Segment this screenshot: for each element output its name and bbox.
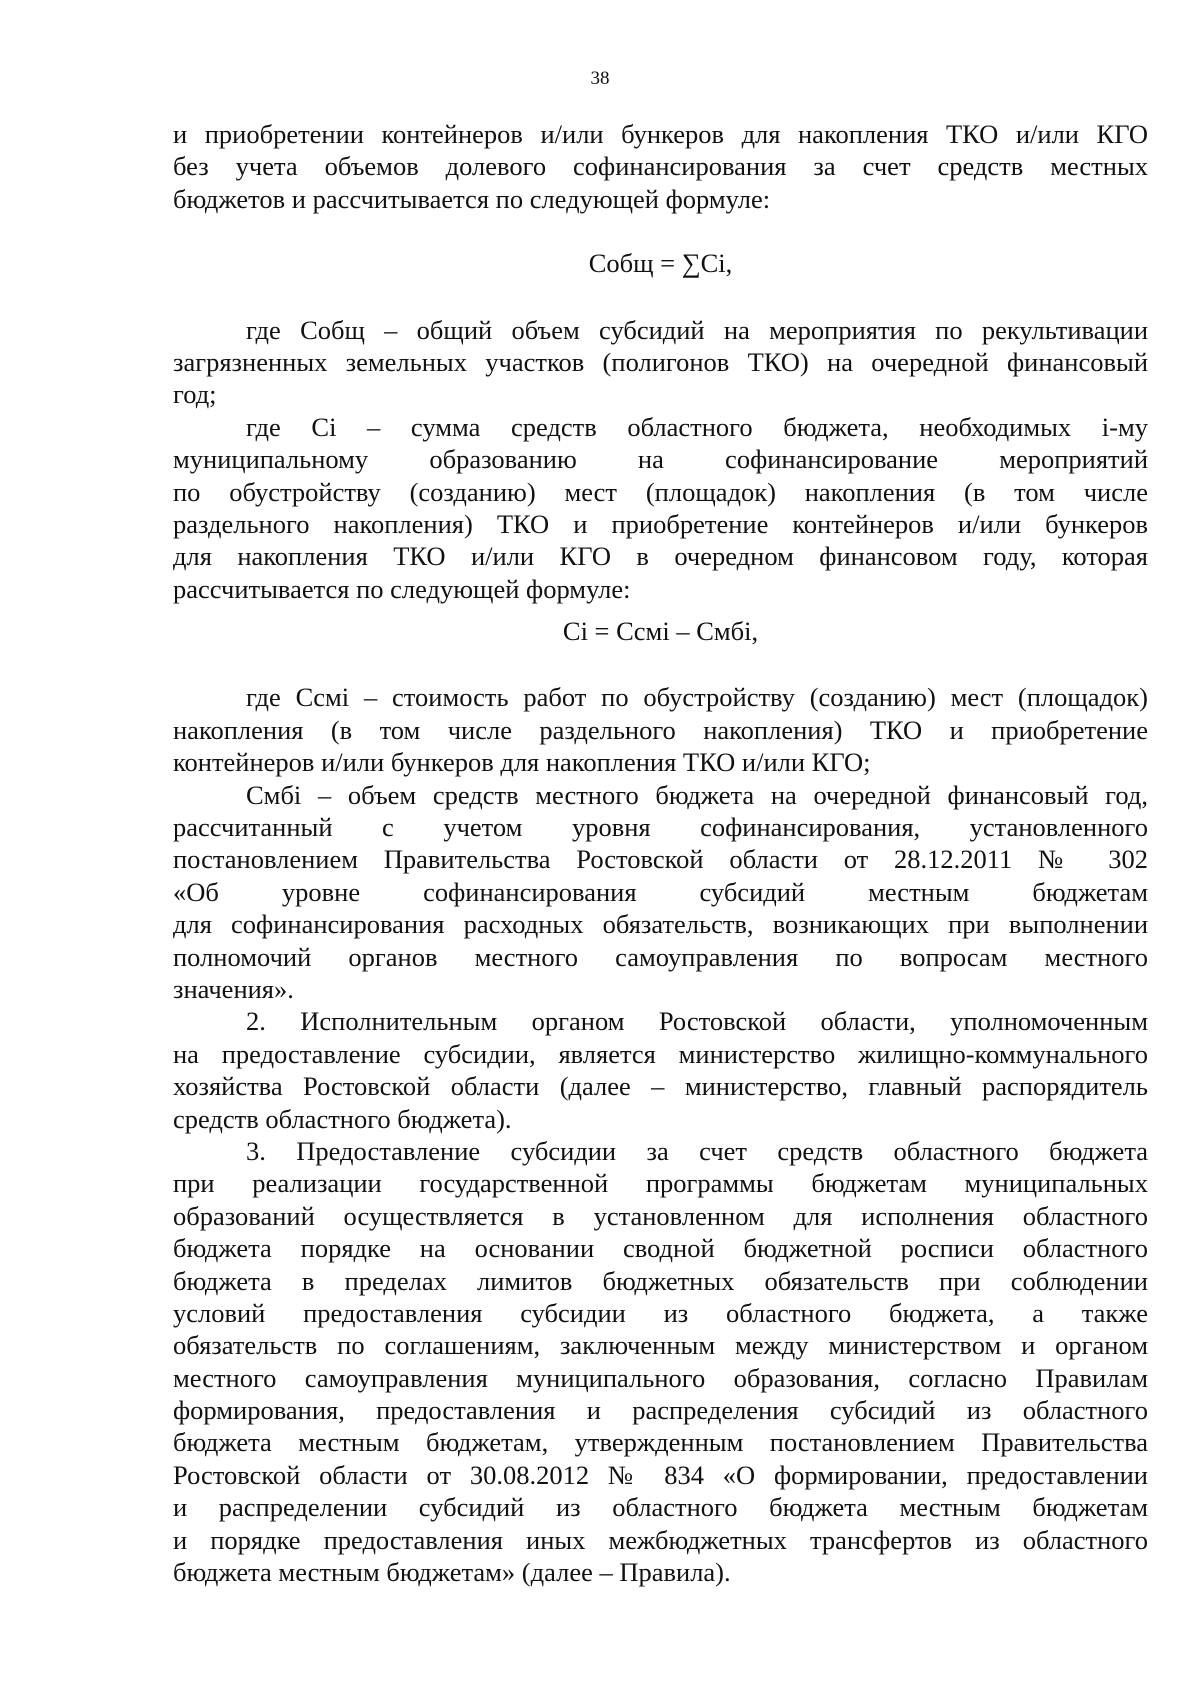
text-line: средств областного бюджета). [173, 1103, 512, 1134]
text-line: и распределении субсидий из областного бюджета местным бюджетам [173, 1492, 1148, 1523]
text-line: накопления (в том числе раздельного накопления) ТКО и приобретение [173, 714, 1148, 745]
text-line: значения». [173, 973, 294, 1004]
text-line: рассчитывается по следующей формуле: [173, 573, 631, 604]
text-line: контейнеров и/или бункеров для накопления ТКО и/или КГО; [173, 747, 871, 778]
text-line: где Собщ – общий объем субсидий на мероприятия по рекультивации [246, 314, 1148, 345]
paragraph [173, 779, 1148, 1006]
text-line: и приобретении контейнеров и/или бункеров для накопления ТКО и/или КГО [173, 119, 1148, 149]
paragraph [173, 411, 1148, 605]
text-line: хозяйства Ростовской области (далее – министерство, главный распорядитель [173, 1071, 1148, 1102]
text-line: обязательств по соглашениям, заключенным между министерством и органом [173, 1330, 1148, 1361]
text-line: год; [173, 379, 217, 410]
text-line: Смбi – объем средств местного бюджета на очередной финансовый год, [246, 779, 1148, 810]
text-line: местного самоуправления муниципального образования, согласно Правилам [173, 1362, 1148, 1393]
text-line: при реализации государственной программы бюджетам муниципальных [173, 1168, 1148, 1199]
formula: Собщ = ∑Ci, [588, 248, 733, 279]
text-line: условий предоставления субсидии из областного бюджета, а также [173, 1297, 1148, 1328]
paragraph [173, 1135, 1148, 1588]
text-line: полномочий органов местного самоуправления по вопросам местного [173, 941, 1148, 972]
text-line: где Ci – сумма средств областного бюджета, необходимых i-му [246, 411, 1148, 442]
text-line: рассчитанный с учетом уровня софинансирования, установленного [173, 812, 1148, 843]
paragraph [173, 1005, 1148, 1135]
page-number: 38 [590, 68, 610, 89]
text-line: постановлением Правительства Ростовской области от 28.12.2011 № 302 [173, 844, 1148, 875]
text-line: 2. Исполнительным органом Ростовской области, уполномоченным [246, 1006, 1148, 1037]
text-line: бюджета в пределах лимитов бюджетных обязательств при соблюдении [173, 1265, 1148, 1296]
text-line: по обустройству (созданию) мест (площадок) накопления (в том числе [173, 476, 1148, 507]
text-line: формирования, предоставления и распределения субсидий из областного [173, 1395, 1148, 1426]
text-line: где Ccмi – стоимость работ по обустройству (созданию) мест (площадок) [246, 682, 1148, 713]
text-line: бюджета местным бюджетам» (далее – Правила). [173, 1557, 731, 1588]
text-line: загрязненных земельных участков (полигонов ТКО) на очередной финансовый [173, 346, 1148, 377]
text-line: Ростовской области от 30.08.2012 № 834 «О формировании, предоставлении [173, 1459, 1148, 1490]
document-body [173, 118, 1148, 1588]
text-line: бюджета порядке на основании сводной бюджетной росписи областного [173, 1233, 1148, 1264]
paragraph [173, 314, 1148, 411]
text-line: 3. Предоставление субсидии за счет средств областного бюджета [246, 1135, 1148, 1166]
formula: Ci = Ccмi – Смбi, [562, 616, 759, 647]
paragraph [173, 681, 1148, 778]
text-line: бюджета местным бюджетам, утвержденным постановлением Правительства [173, 1427, 1148, 1458]
paragraph [173, 118, 1148, 215]
text-line: бюджетов и рассчитывается по следующей формуле: [173, 183, 771, 214]
text-line: муниципальному образованию на софинансирование мероприятий [173, 444, 1148, 475]
text-line: и порядке предоставления иных межбюджетных трансфертов из областного [173, 1524, 1148, 1555]
text-line: для софинансирования расходных обязательств, возникающих при выполнении [173, 909, 1148, 940]
text-line: «Об уровне софинансирования субсидий местным бюджетам [173, 876, 1148, 907]
text-line: образований осуществляется в установленном для исполнения областного [173, 1200, 1148, 1231]
text-line: раздельного накопления) ТКО и приобретение контейнеров и/или бункеров [173, 508, 1148, 539]
text-line: без учета объемов долевого софинансирования за счет средств местных [173, 151, 1148, 182]
text-line: для накопления ТКО и/или КГО в очередном финансовом году, которая [173, 541, 1148, 572]
text-line: на предоставление субсидии, является министерство жилищно-коммунального [173, 1038, 1148, 1069]
